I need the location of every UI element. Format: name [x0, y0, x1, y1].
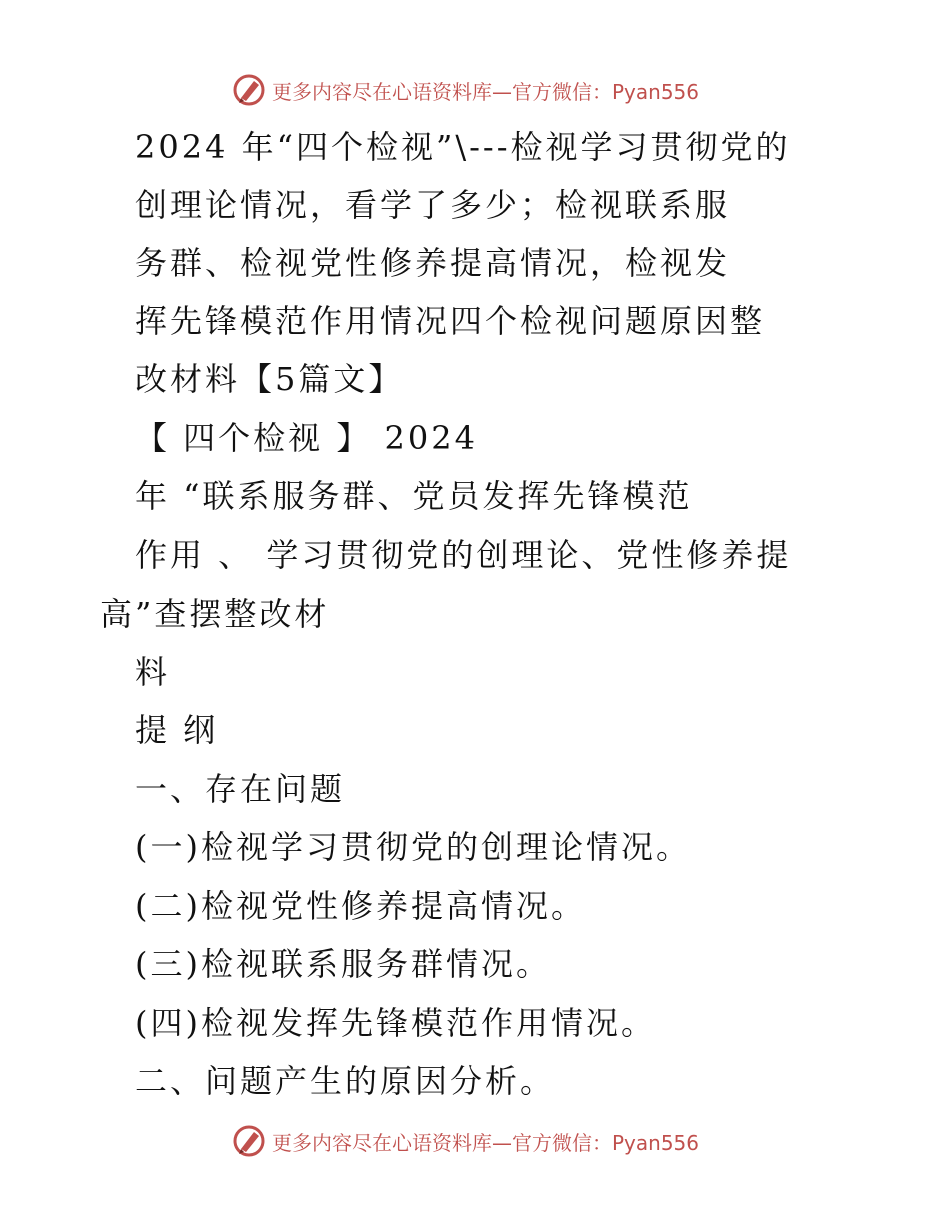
text-line: 挥先锋模范作用情况四个检视问题原因整 [135, 302, 766, 340]
outline-item: (四)检视发挥先锋模范作用情况。 [135, 1004, 656, 1042]
outline-item: (二)检视党性修养提高情况。 [135, 887, 586, 925]
section-heading: 一、存在问题 [135, 770, 346, 808]
text-line: 年 “联系服务群、党员发挥先锋模范 [135, 477, 693, 515]
text-line: 2024 年“四个检视”\---检视学习贯彻党的 [135, 128, 791, 166]
text-line: 作用 、 学习贯彻党的创理论、党性修养提 [135, 536, 792, 574]
outline-item: (三)检视联系服务群情况。 [135, 945, 551, 983]
text-line: 【 四个检视 】 2024 [135, 419, 478, 457]
footer-banner [232, 1121, 732, 1161]
text-line: 改材料【5篇文】 [135, 360, 404, 398]
banner-text: 更多内容尽在心语资料库—官方微信：Pyan556 [272, 1130, 700, 1155]
text-line: 提 纲 [135, 711, 219, 749]
text-line: 高”查摆整改材 [100, 595, 330, 633]
text-line: 创理论情况，看学了多少；检视联系服 [135, 186, 731, 224]
outline-item: (一)检视学习贯彻党的创理论情况。 [135, 828, 691, 866]
pen-logo-icon [232, 1124, 266, 1158]
banner-text: 更多内容尽在心语资料库—官方微信：Pyan556 [272, 79, 700, 104]
text-line: 务群、检视党性修养提高情况，检视发 [135, 244, 731, 282]
section-heading: 二、问题产生的原因分析。 [135, 1062, 556, 1100]
text-line: 料 [135, 653, 171, 691]
